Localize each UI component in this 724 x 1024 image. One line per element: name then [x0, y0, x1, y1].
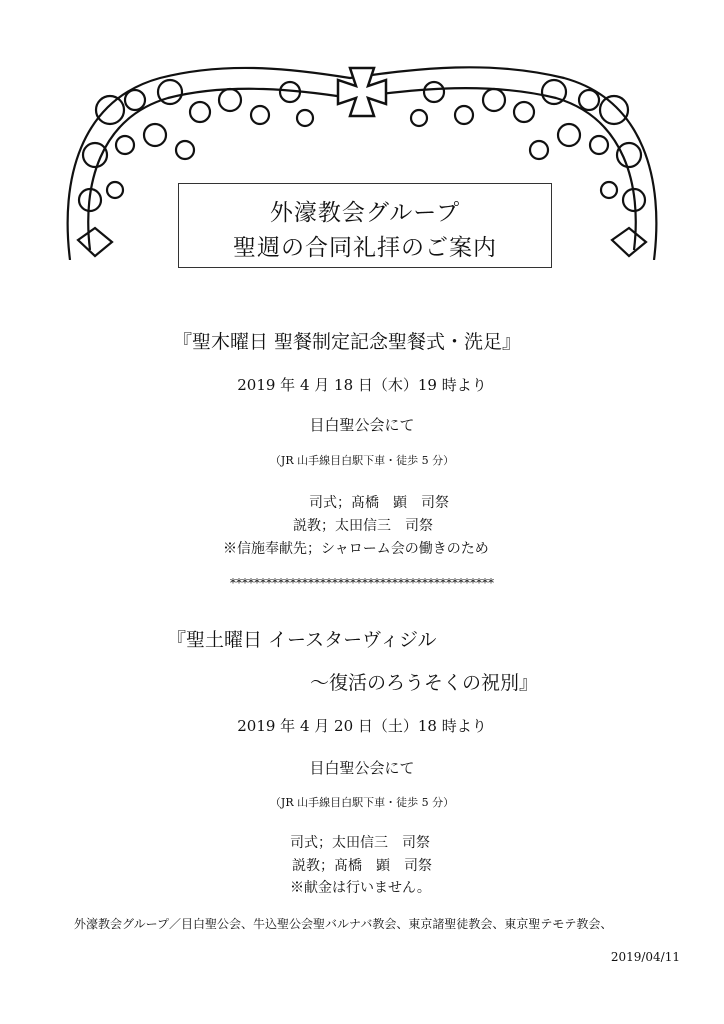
service1-place: 目白聖公会にて [309, 416, 415, 434]
service1-officiant: 司式；髙橋 顕 司祭 [309, 495, 449, 511]
service1-note: ※信施奉献先；シャローム会の働きのため [223, 541, 489, 557]
footer-date: 2019/04/11 [610, 950, 680, 964]
service1-datetime: 2019 年 4 月 18 日（木）19 時より [237, 376, 487, 394]
title-line-1: 外濠教会グループ [269, 200, 461, 226]
footer-group: 外濠教会グループ／目白聖公会、牛込聖公会聖バルナバ教会、東京諸聖徒教会、東京聖テモテ教会、 [74, 917, 613, 931]
service2-preacher: 説教；髙橋 顕 司祭 [292, 858, 432, 874]
service1-preacher: 説教；太田信三 司祭 [293, 518, 433, 534]
service2-datetime: 2019 年 4 月 20 日（土）18 時より [237, 717, 487, 735]
service2-note: ※献金は行いません。 [290, 880, 431, 896]
service2-heading-line-1: 『聖土曜日 イースターヴィジル [167, 629, 437, 651]
service2-officiant: 司式；太田信三 司祭 [290, 835, 430, 851]
separator: ******************************************** [230, 576, 494, 590]
service2-place: 目白聖公会にて [309, 759, 415, 777]
title-line-2: 聖週の合同礼拝のご案内 [233, 235, 497, 261]
service2-access: （JR 山手線目白駅下車・徒歩 5 分） [269, 796, 455, 809]
service2-heading-line-2: ～復活のろうそくの祝別』 [310, 672, 539, 694]
service1-heading: 『聖木曜日 聖餐制定記念聖餐式・洗足』 [173, 331, 522, 353]
title-box [178, 183, 552, 268]
service1-access: （JR 山手線目白駅下車・徒歩 5 分） [269, 454, 455, 467]
